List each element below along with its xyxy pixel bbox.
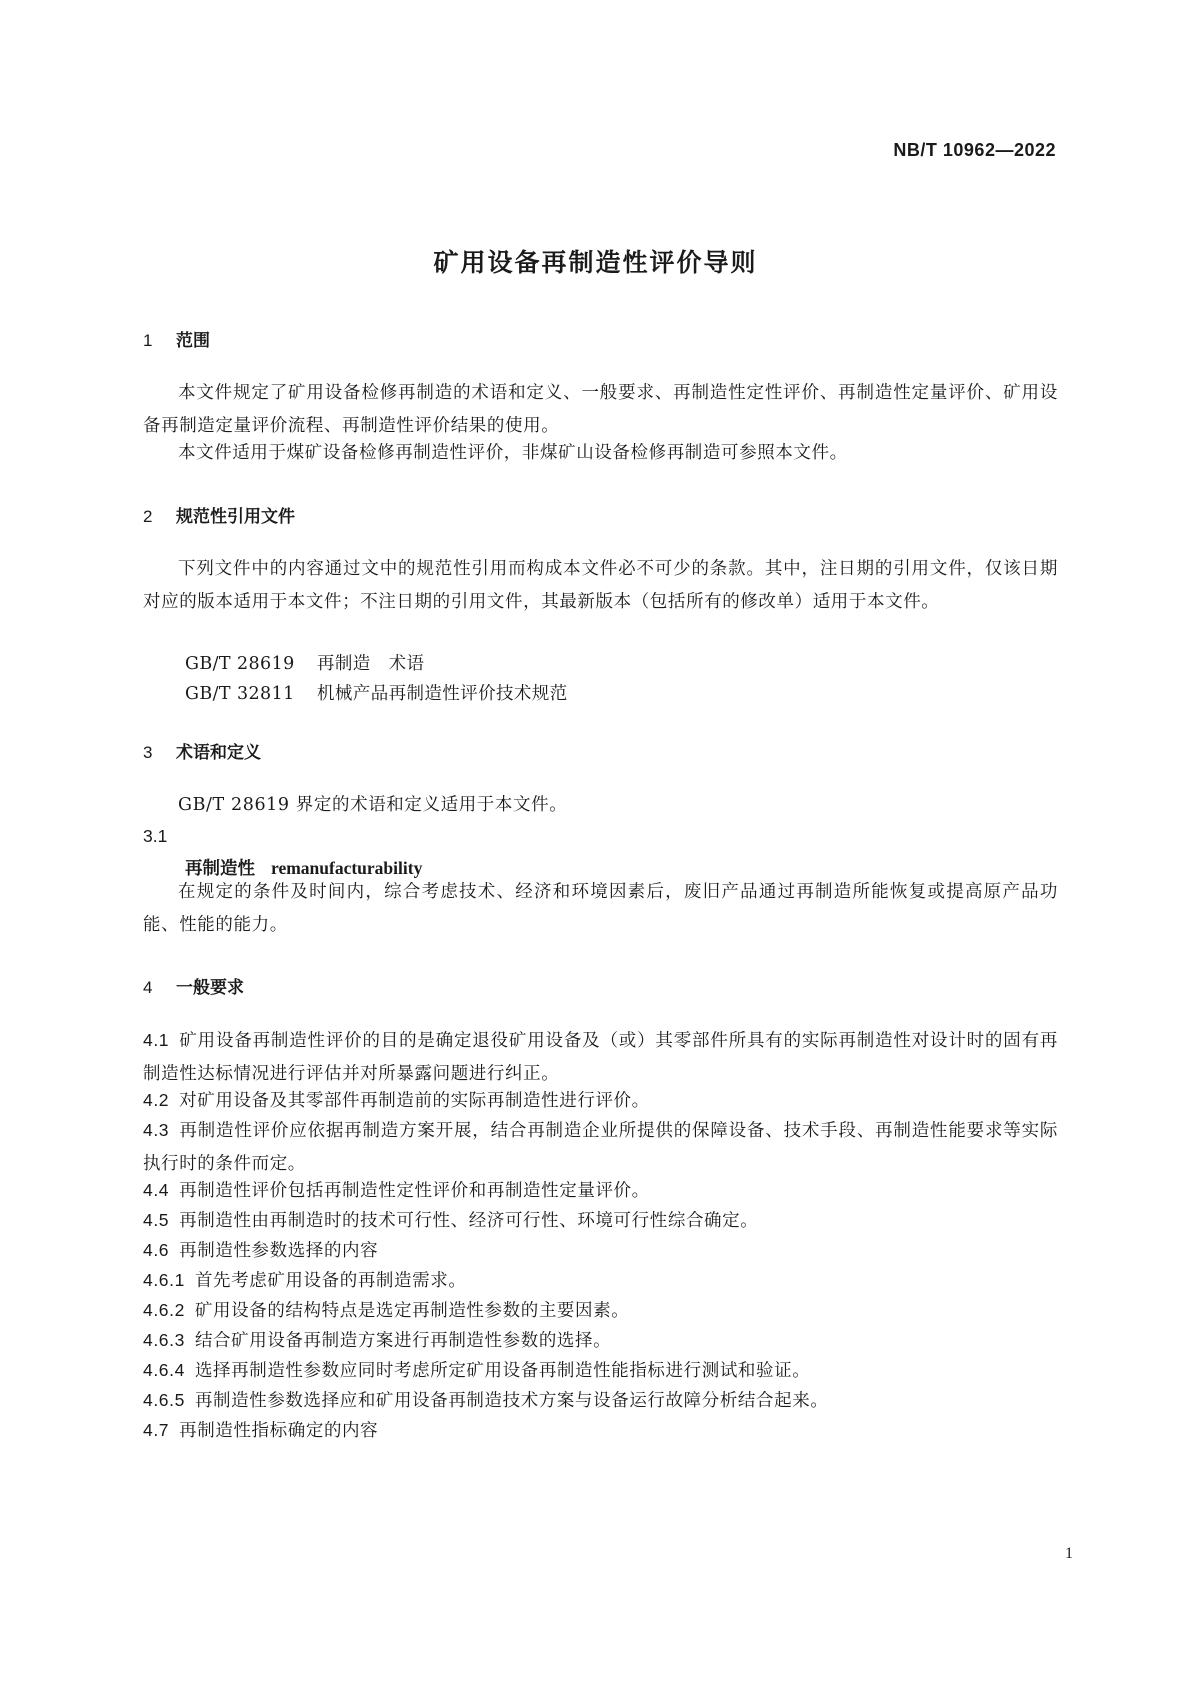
- reference-title: 再制造 术语: [317, 654, 425, 674]
- clause: [143, 1024, 1058, 1091]
- paragraph: 本文件适用于煤矿设备检修再制造性评价，非煤矿山设备检修再制造可参照本文件。: [178, 443, 848, 463]
- clause-text: 对矿用设备及其零部件再制造前的实际再制造性进行评价。: [179, 1091, 650, 1111]
- section-number: 2: [143, 507, 153, 526]
- clause-text: 再制造性评价包括再制造性定性评价和再制造性定量评价。: [179, 1181, 650, 1201]
- clause-number: 4.1: [143, 1030, 170, 1050]
- clause-number: 4.5: [143, 1210, 170, 1230]
- section-number: 3: [143, 743, 153, 762]
- paragraph: GB/T 28619 界定的术语和定义适用于本文件。: [178, 795, 568, 815]
- term-definition: 在规定的条件及时间内，综合考虑技术、经济和环境因素后，废旧产品通过再制造所能恢复或提高原产品功能、性能的能力。: [143, 882, 1058, 935]
- clause-text: 再制造性指标确定的内容: [179, 1421, 379, 1441]
- clause-text: 再制造性参数选择应和矿用设备再制造技术方案与设备运行故障分析结合起来。: [194, 1391, 829, 1411]
- clause-text: 结合矿用设备再制造方案进行再制造性参数的选择。: [194, 1331, 612, 1351]
- term-number: 3.1: [143, 826, 168, 846]
- section-title: 一般要求: [176, 978, 244, 998]
- section-title: 术语和定义: [176, 743, 261, 763]
- clause-number: 4.6.5: [143, 1390, 185, 1410]
- clause-text: 再制造性参数选择的内容: [179, 1241, 379, 1261]
- section-heading-terms: [143, 738, 261, 763]
- reference-item: [185, 650, 424, 675]
- clause: [143, 1174, 1058, 1208]
- standard-code: NB/T 10962—2022: [893, 140, 1056, 160]
- term-en: remanufacturability: [271, 858, 423, 878]
- clause-text: 矿用设备的结构特点是选定再制造性参数的主要因素。: [194, 1301, 630, 1321]
- reference-item: [185, 680, 568, 705]
- clause-number: 4.6.1: [143, 1270, 185, 1290]
- clause-number: 4.7: [143, 1420, 170, 1440]
- clause-text: 再制造性评价应依据再制造方案开展，结合再制造企业所提供的保障设备、技术手段、再制造性能要求等实际执行时的条件而定。: [143, 1121, 1058, 1174]
- reference-code: GB/T 28619: [185, 654, 295, 674]
- clause: [143, 1354, 1058, 1388]
- clause: [143, 1234, 1058, 1268]
- clause: [143, 1114, 1058, 1181]
- clause-number: 4.3: [143, 1120, 170, 1140]
- section-title: 范围: [176, 331, 210, 351]
- reference-code: GB/T 32811: [185, 684, 295, 704]
- term-zh: 再制造性: [185, 859, 255, 879]
- paragraph: 下列文件中的内容通过文中的规范性引用而构成本文件必不可少的条款。其中，注日期的引用文件，仅该日期对应的版本适用于本文件；不注日期的引用文件，其最新版本（包括所有的修改单）适用于本文件。: [143, 559, 1058, 612]
- section-number: 1: [143, 331, 153, 350]
- section-title: 规范性引用文件: [176, 507, 295, 527]
- clause-number: 4.4: [143, 1180, 170, 1200]
- clause-number: 4.6.2: [143, 1300, 185, 1320]
- page-number: 1: [1065, 1545, 1073, 1562]
- section-heading-scope: [143, 326, 210, 351]
- reference-title: 机械产品再制造性评价技术规范: [317, 684, 568, 704]
- clause: [143, 1084, 1058, 1118]
- clause: [143, 1264, 1058, 1298]
- section-heading-general-requirements: [143, 973, 244, 998]
- clause-number: 4.6: [143, 1240, 170, 1260]
- section-number: 4: [143, 978, 153, 997]
- clause-text: 再制造性由再制造时的技术可行性、经济可行性、环境可行性综合确定。: [179, 1211, 759, 1231]
- clause-number: 4.2: [143, 1090, 170, 1110]
- clause: [143, 1294, 1058, 1328]
- clause-text: 选择再制造性参数应同时考虑所定矿用设备再制造性能指标进行测试和验证。: [194, 1361, 811, 1381]
- clause-number: 4.6.4: [143, 1360, 185, 1380]
- paragraph: 本文件规定了矿用设备检修再制造的术语和定义、一般要求、再制造性定性评价、再制造性定量评价、矿用设备再制造定量评价流程、再制造性评价结果的使用。: [143, 383, 1058, 436]
- clause: [143, 1204, 1058, 1238]
- clause: [143, 1414, 1058, 1448]
- clause-text: 矿用设备再制造性评价的目的是确定退役矿用设备及（或）其零部件所具有的实际再制造性对设计时的固有再制造性达标情况进行评估并对所暴露问题进行纠正。: [143, 1031, 1058, 1084]
- clause-text: 首先考虑矿用设备的再制造需求。: [194, 1271, 467, 1291]
- document-title: 矿用设备再制造性评价导则: [433, 248, 758, 277]
- clause: [143, 1384, 1058, 1418]
- section-heading-normative-references: [143, 502, 295, 527]
- clause: [143, 1324, 1058, 1358]
- clause-number: 4.6.3: [143, 1330, 185, 1350]
